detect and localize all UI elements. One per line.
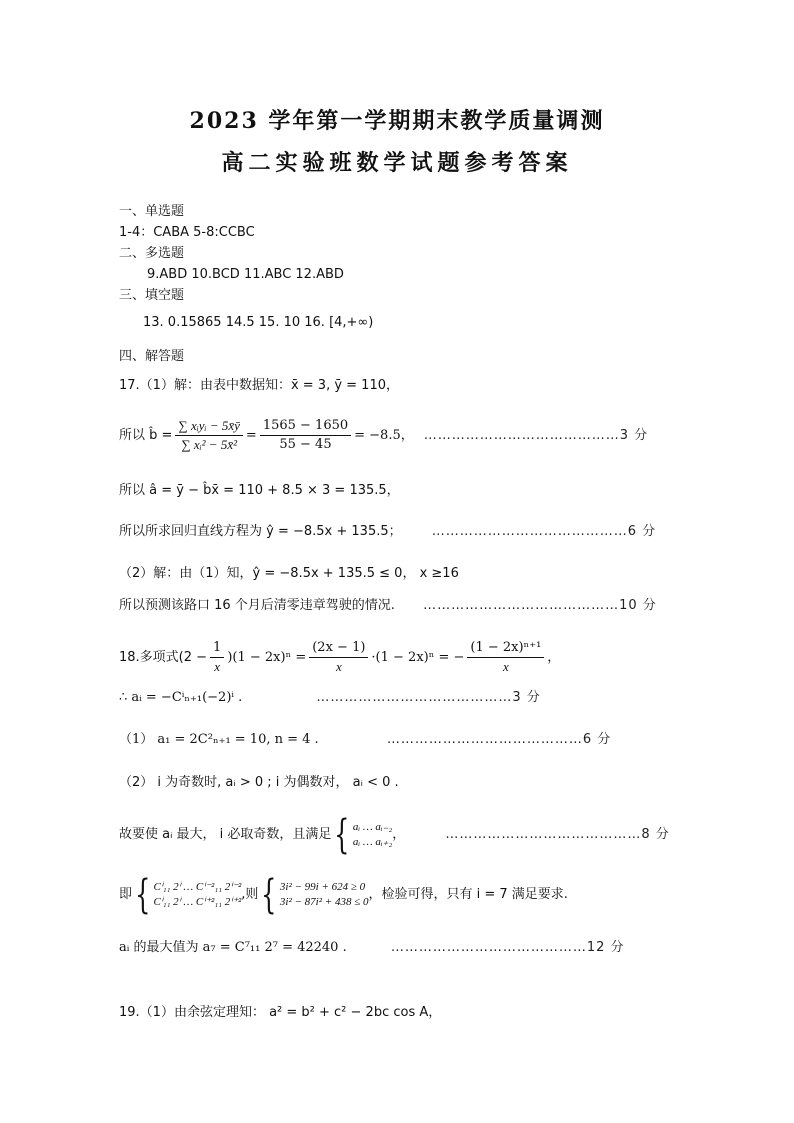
q18-system-1-row-1: aᵢ … aᵢ₋₂: [352, 821, 393, 833]
q18-coef: ∴ aᵢ = −Cⁱₙ₊₁(−2)ⁱ .: [119, 690, 243, 705]
q18-frac-2-den: x: [335, 659, 342, 674]
left-brace-icon: {: [261, 872, 277, 918]
q17-fraction-num: ∑ xᵢyᵢ − 5x̄ȳ: [175, 418, 242, 436]
q18-line-1: [119, 640, 560, 675]
q17-line-3: 所以 â = ȳ − b̂x̄ = 110 + 8.5 × 3 = 135.5，: [119, 483, 400, 498]
q18-end: ，: [547, 649, 561, 665]
q18-score-3: ……………………………………3 分: [316, 690, 541, 705]
q18-system-3-row-2: 3i² − 87i² + 438 ≤ 0: [279, 896, 369, 908]
q17-fraction-den: ∑ xᵢ² − 5x̄²: [181, 437, 237, 452]
left-brace-icon: {: [334, 812, 350, 858]
q18-score-8: ……………………………………8 分: [445, 827, 670, 842]
q18-ie: 即: [119, 887, 133, 902]
q18-score-12: ……………………………………12 分: [390, 940, 625, 955]
q18-line-5: [119, 812, 670, 858]
q18-system-3: [280, 880, 369, 910]
q18-system-2-row-1: Cⁱ₁₁ 2ⁱ … Cⁱ⁻²₁₁ 2ⁱ⁻²: [153, 881, 242, 893]
q17-line-2: [119, 418, 648, 453]
q18-frac-3-den: x: [502, 659, 509, 674]
q18-frac-1: [210, 640, 224, 675]
q18-line-3: [119, 732, 611, 748]
q17-b-result: = −8.5，: [354, 427, 414, 443]
q18-system-2: [153, 880, 241, 910]
q18-condition-end: ，: [392, 827, 406, 842]
q18-condition-text: 故要使 aᵢ 最大， i 必取奇数，且满足: [119, 827, 332, 842]
q18-frac-2-num: (2x − 1): [309, 640, 368, 658]
q18-check: ，检验可得，只有 i = 7 满足要求.: [368, 887, 568, 902]
q17-fraction-formula: [175, 418, 242, 453]
q18-line-2: [119, 690, 541, 706]
q18-score-6: ……………………………………6 分: [386, 732, 612, 747]
q18-prefix: 18.多项式(2 −: [119, 649, 208, 665]
section-fill-blank: 三、填空题: [119, 288, 185, 303]
q18-system-1-row-2: aᵢ … aᵢ₊₂: [352, 836, 393, 848]
q17-line-6: [119, 598, 657, 614]
q18-frac-3-num: (1 − 2x)ⁿ⁺¹: [467, 640, 544, 658]
q18-brace-system-1: [331, 812, 393, 858]
fill-blank-answers: 13. 0.15865 14.5 15. 10 16. [4,+∞): [143, 315, 374, 330]
q18-line-4: （2） i 为奇数时, aᵢ > 0 ; i 为偶数对， aᵢ < 0 .: [119, 775, 399, 790]
left-brace-icon: {: [135, 872, 151, 918]
q17-conclusion: 所以预测该路口 16 个月后清零违章驾驶的情况.: [119, 598, 395, 613]
q18-brace-system-3: [258, 872, 369, 918]
q18-system-3-row-1: 3i² − 99i + 624 ≥ 0: [279, 881, 366, 893]
q18-mid: )(1 − 2x)ⁿ =: [227, 649, 307, 665]
q17-fraction-num2: 1565 − 1650: [260, 418, 351, 436]
q17-score-3: ……………………………………3 分: [423, 427, 649, 443]
q18-frac-1-den: x: [214, 659, 221, 674]
q17-equals: =: [245, 427, 257, 443]
q17-fraction-den2: 55 − 45: [279, 437, 332, 452]
section-single-choice: 一、单选题: [119, 204, 185, 219]
q18-part1: （1） a₁ = 2C²ₙ₊₁ = 10, n = 4 .: [119, 732, 319, 747]
q18-line-6: [119, 872, 568, 918]
section-solutions: 四、解答题: [119, 349, 185, 364]
multi-choice-answers: 9.ABD 10.BCD 11.ABC 12.ABD: [147, 267, 344, 282]
q17-fraction-values: [260, 418, 351, 453]
q17-line-5: （2）解：由（1）知，ŷ = −8.5x + 135.5 ≤ 0， x ≥16: [119, 566, 459, 581]
q17-b-label: 所以 b̂ =: [119, 427, 173, 443]
page-title: 2023 学年第一学期期末教学质量调测: [189, 108, 605, 134]
q18-system-2-row-2: Cⁱ₁₁ 2ⁱ … Cⁱ⁺²₁₁ 2ⁱ⁺²: [153, 896, 242, 908]
q18-system-1: [353, 820, 392, 850]
single-choice-answers: 1-4：CABA 5-8:CCBC: [119, 225, 255, 240]
q18-brace-system-2: [132, 872, 242, 918]
q18-mid2: ·(1 − 2x)ⁿ = −: [371, 649, 465, 665]
page-subtitle: 高二实验班数学试题参考答案: [221, 150, 573, 176]
q19-line-1: 19.（1）由余弦定理知： a² = b² + c² − 2bc cos A，: [119, 1005, 442, 1020]
q18-line-7: [119, 940, 625, 956]
q17-regression-eq: 所以所求回归直线方程为 ŷ = −8.5x + 135.5；: [119, 524, 402, 539]
q18-frac-3: [467, 640, 544, 675]
q17-score-6: ……………………………………6 分: [431, 524, 657, 539]
q18-then: ,则: [241, 887, 259, 902]
q18-frac-2: [309, 640, 368, 675]
q17-score-10: ……………………………………10 分: [423, 598, 657, 613]
q18-max-value: aᵢ 的最大值为 a₇ = C⁷₁₁ 2⁷ = 42240 .: [119, 940, 347, 955]
q18-frac-1-num: 1: [210, 640, 224, 658]
q17-line-4: [119, 524, 656, 540]
q17-line-1: 17.（1）解：由表中数据知：x̄ = 3, ȳ = 110，: [119, 378, 399, 393]
section-multi-choice: 二、多选题: [119, 246, 185, 261]
